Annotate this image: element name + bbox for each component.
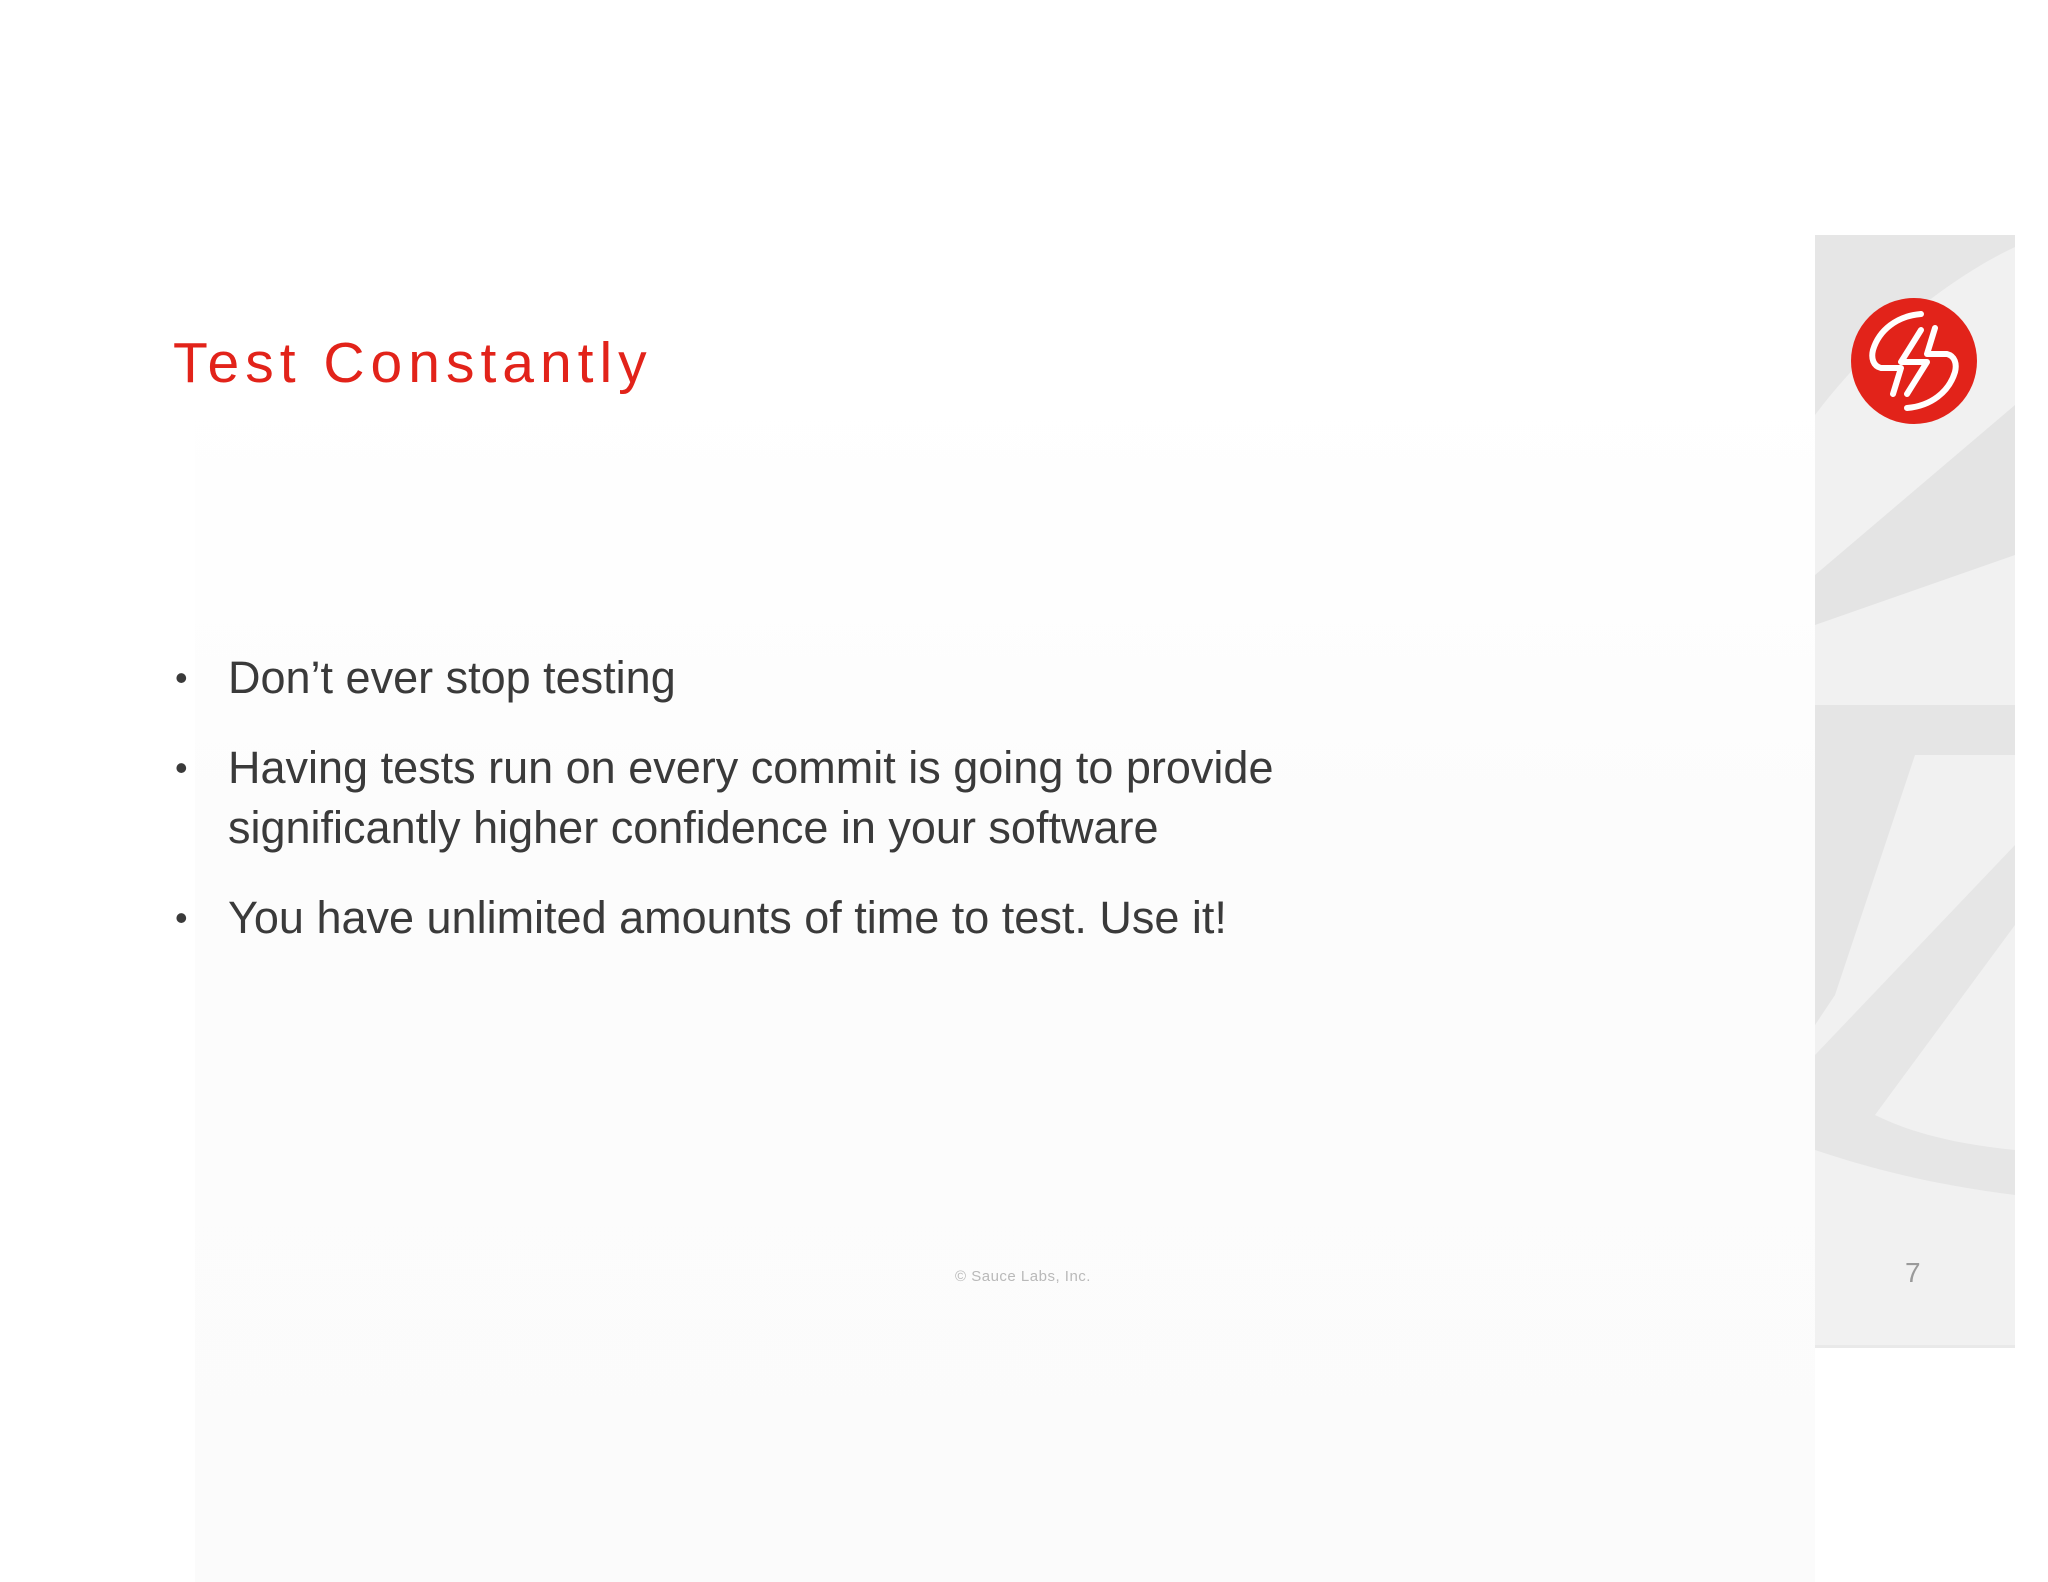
bullet-list bbox=[170, 648, 1470, 978]
page-number: 7 bbox=[1905, 1257, 1921, 1288]
bullet-item bbox=[170, 648, 1470, 708]
lightning-bolt-icon bbox=[1849, 296, 1979, 426]
bullet-marker: • bbox=[175, 747, 188, 788]
bullet-marker: • bbox=[175, 657, 188, 698]
bullet-marker: • bbox=[175, 897, 188, 938]
bullet-text: You have unlimited amounts of time to test. Use it! bbox=[228, 892, 1227, 943]
bullet-text: Don’t ever stop testing bbox=[228, 652, 676, 703]
copyright-footer: © Sauce Labs, Inc. bbox=[955, 1268, 1091, 1285]
bullet-item bbox=[170, 888, 1470, 948]
bullet-item bbox=[170, 738, 1470, 858]
content-background bbox=[195, 380, 1815, 1582]
slide-title: Test Constantly bbox=[173, 331, 653, 395]
bullet-text: Having tests run on every commit is going to provide significantly higher confidence in your software bbox=[228, 742, 1274, 853]
